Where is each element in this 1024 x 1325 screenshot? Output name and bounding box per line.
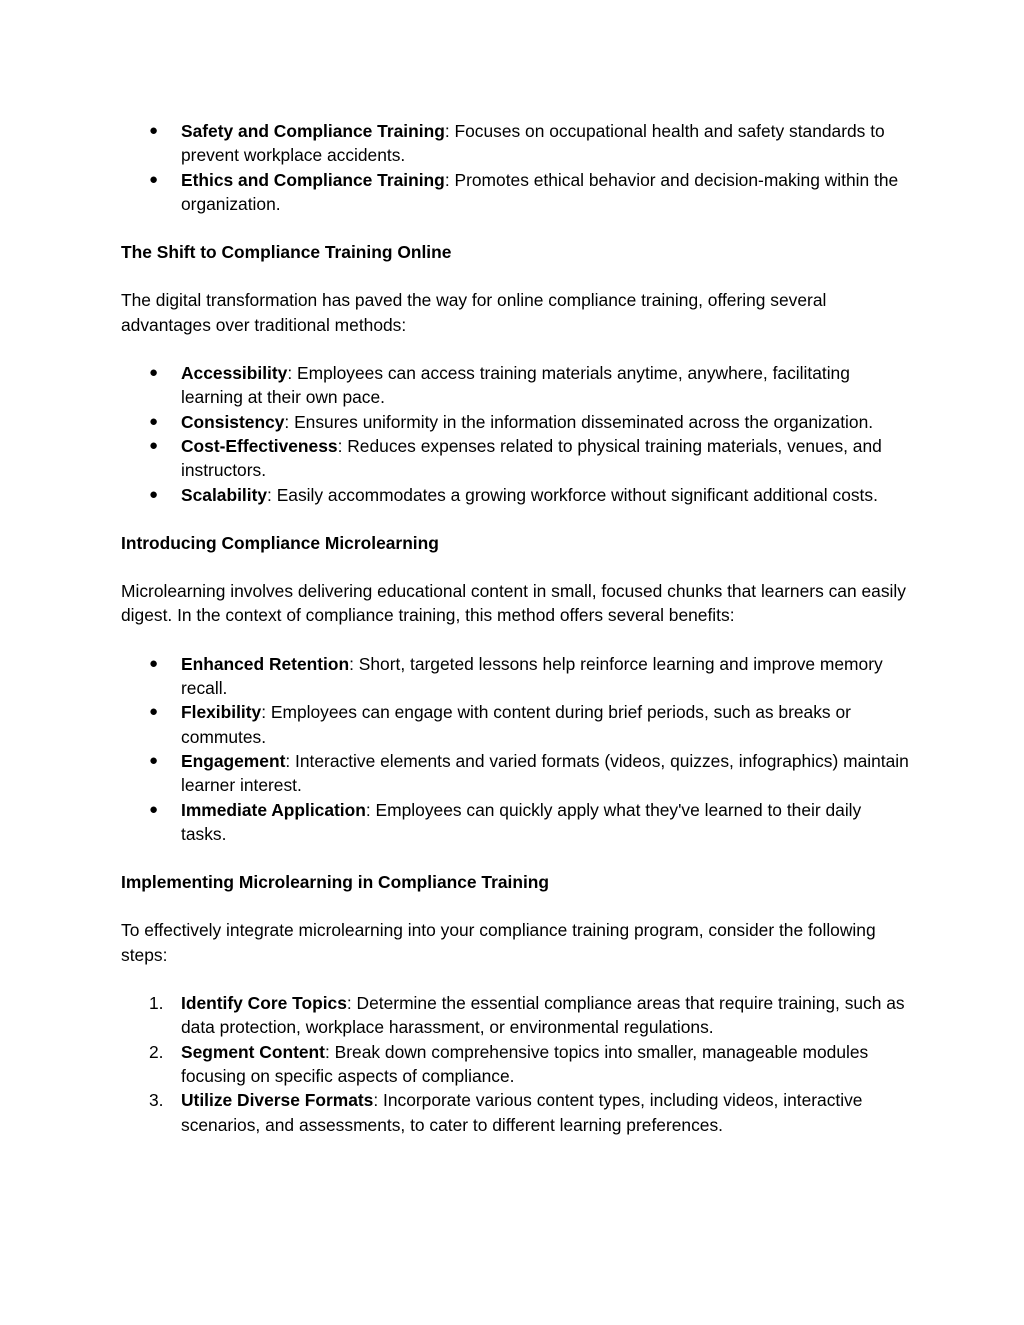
list-item (121, 991, 911, 1040)
list-item-term: Consistency (181, 411, 285, 432)
section-heading: Implementing Microlearning in Compliance Training (121, 872, 550, 893)
section-paragraph: The digital transformation has paved the way for online compliance training, offering several advantages over traditional methods: (121, 290, 827, 335)
list-item (121, 168, 911, 217)
section-heading: The Shift to Compliance Training Online (121, 242, 452, 263)
list-item-term: Accessibility (181, 363, 288, 384)
section-paragraph: Microlearning involves delivering educational content in small, focused chunks that learners can easily digest. In the context of compliance training, this method offers several benefits: (121, 581, 906, 626)
list-item-text: : Focuses on occupational health and safety standards to prevent workplace accidents. (181, 121, 885, 166)
list-item-text: : Promotes ethical behavior and decision-making within the organization. (181, 169, 899, 214)
list-item-term: Enhanced Retention (181, 653, 350, 674)
section-heading: Introducing Compliance Microlearning (121, 532, 439, 553)
bullet-icon: ● (149, 654, 159, 672)
bullet-icon: ● (149, 170, 159, 188)
list-item-text: : Interactive elements and varied formats (videos, quizzes, infographics) maintain learner interest. (181, 750, 909, 796)
list-item-text: : Employees can engage with content during brief periods, such as breaks or commutes. (181, 702, 851, 747)
bullet-icon: ● (149, 436, 159, 454)
list-number: 3. (149, 1090, 164, 1111)
list-item-term: Identify Core Topics (181, 993, 347, 1014)
bullet-icon: ● (149, 800, 159, 818)
list-item-term: Flexibility (181, 702, 262, 723)
document-body (121, 119, 911, 1137)
list-item-text: : Easily accommodates a growing workforce without significant additional costs. (267, 484, 878, 505)
list-item (121, 652, 911, 701)
bullet-icon: ● (149, 412, 159, 430)
list-item-text: : Reduces expenses related to physical training materials, venues, and instructors. (181, 435, 882, 481)
list-item (121, 119, 911, 168)
list-item-term: Scalability (181, 484, 268, 505)
list-item-text: : Employees can access training materials anytime, anywhere, facilitating learning at their own pace. (181, 363, 850, 408)
list-item (121, 1040, 911, 1089)
list-item (121, 483, 911, 507)
list-item-text: : Determine the essential compliance areas that require training, such as data protection, workplace harassment, or environmental regulations. (181, 993, 905, 1038)
training-types-list (121, 119, 911, 216)
microlearning-benefits-list (121, 652, 911, 846)
bullet-icon: ● (149, 485, 159, 503)
list-item (121, 749, 911, 798)
list-item-text: : Short, targeted lessons help reinforce learning and improve memory recall. (181, 653, 883, 699)
section-paragraph: To effectively integrate microlearning into your compliance training program, consider the following steps: (121, 920, 876, 965)
list-number: 1. (149, 993, 164, 1014)
list-item-text: : Ensures uniformity in the information disseminated across the organization. (284, 411, 874, 432)
implementation-steps-list (121, 991, 911, 1137)
list-item (121, 1088, 911, 1137)
online-advantages-list (121, 361, 911, 507)
list-item-text: : Incorporate various content types, including videos, interactive scenarios, and assessments, to cater to different learning preferences. (181, 1090, 863, 1135)
bullet-icon: ● (149, 751, 159, 769)
list-item (121, 410, 911, 434)
list-item (121, 361, 911, 410)
list-item-term: Utilize Diverse Formats (181, 1090, 374, 1111)
list-item-term: Safety and Compliance Training (181, 121, 445, 141)
list-item-term: Segment Content (181, 1041, 325, 1062)
list-item (121, 700, 911, 749)
list-item (121, 434, 911, 483)
bullet-icon: ● (149, 122, 159, 139)
bullet-icon: ● (149, 703, 159, 721)
list-item-text: : Employees can quickly apply what they've learned to their daily tasks. (181, 799, 862, 844)
list-item-term: Engagement (181, 750, 286, 771)
list-item-term: Cost-Effectiveness (181, 435, 338, 456)
list-item-text: : Break down comprehensive topics into smaller, manageable modules focusing on specific aspects of compliance. (181, 1041, 869, 1086)
list-item (121, 798, 911, 847)
list-item-term: Immediate Application (181, 799, 366, 820)
list-item-term: Ethics and Compliance Training (181, 169, 445, 190)
bullet-icon: ● (149, 364, 159, 382)
list-number: 2. (149, 1041, 164, 1062)
